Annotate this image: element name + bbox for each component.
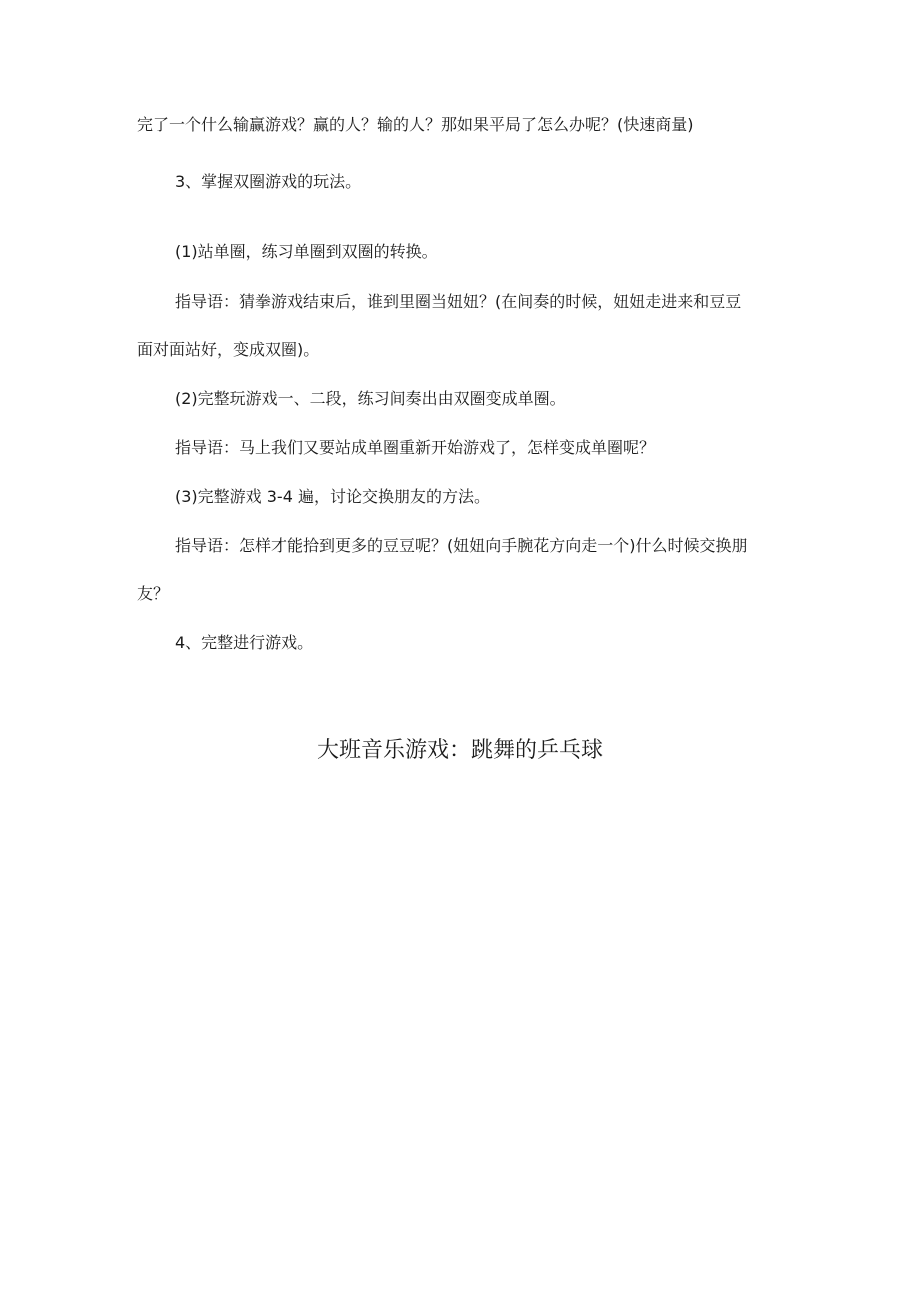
step-item: (3)完整游戏 3-4 遍，讨论交换朋友的方法。 xyxy=(175,487,490,506)
step-item: (2)完整玩游戏一、二段，练习间奏出由双圈变成单圈。 xyxy=(175,389,566,408)
paragraph-line: 完了一个什么输赢游戏？赢的人？输的人？那如果平局了怎么办呢？(快速商量) xyxy=(137,115,694,134)
section-heading: 4、完整进行游戏。 xyxy=(175,633,314,652)
guidance-text: 指导语：怎样才能拾到更多的豆豆呢？(妞妞向手腕花方向走一个)什么时候交换朋 xyxy=(175,536,748,555)
guidance-text: 指导语：马上我们又要站成单圈重新开始游戏了，怎样变成单圈呢？ xyxy=(175,438,656,457)
document-title: 大班音乐游戏：跳舞的乒乓球 xyxy=(316,738,603,763)
guidance-text: 指导语：猜拳游戏结束后，谁到里圈当妞妞？(在间奏的时候，妞妞走进来和豆豆 xyxy=(175,292,742,311)
section-heading: 3、掌握双圈游戏的玩法。 xyxy=(175,172,362,191)
step-item: (1)站单圈，练习单圈到双圈的转换。 xyxy=(175,242,438,261)
guidance-text-continued: 面对面站好，变成双圈)。 xyxy=(137,340,320,359)
guidance-text-continued: 友？ xyxy=(137,584,170,603)
